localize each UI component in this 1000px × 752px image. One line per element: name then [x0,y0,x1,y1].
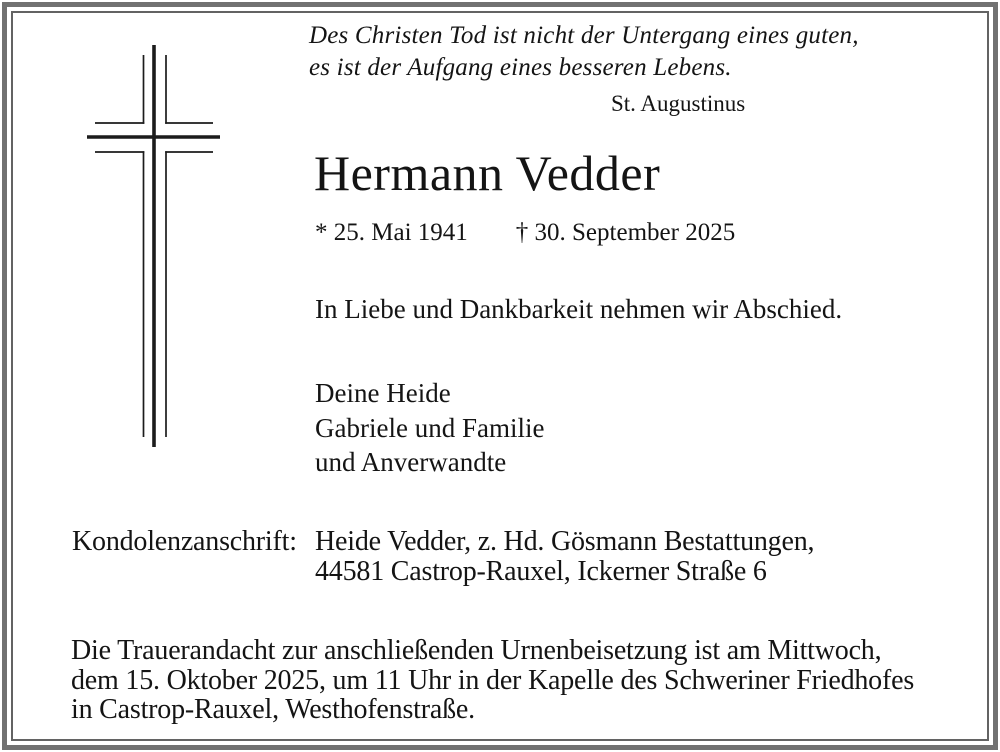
birth-date: * 25. Mai 1941 [315,219,468,246]
epigraph-line-1: Des Christen Tod ist nicht der Untergang eines guten, [309,22,859,49]
epigraph-attribution: St. Augustinus [611,91,746,116]
service-notice-line-3: in Castrop-Rauxel, Westhofenstraße. [71,694,475,725]
condolence-section [72,527,814,587]
death-date: † 30. September 2025 [515,219,736,246]
mourner-line: Gabriele und Familie [315,412,545,443]
cross-icon [84,42,224,452]
mourner-line: und Anverwandte [315,447,507,477]
epigraph [309,20,859,84]
service-notice [71,636,941,725]
epigraph-line-2: es ist der Aufgang eines besseren Lebens. [309,54,732,81]
condolence-address-line-1: Heide Vedder, z. Hd. Gösmann Bestattungen, [315,526,815,557]
condolence-label: Kondolenzanschrift: [72,526,297,557]
deceased-name: Hermann Vedder [314,145,661,201]
condolence-address-line-2: 44581 Castrop-Rauxel, Ickerner Straße 6 [315,556,767,587]
mourners-list [315,376,544,480]
service-notice-line-2: dem 15. Oktober 2025, um 11 Uhr in der Kapelle des Schweriner Friedhofes [71,664,915,696]
life-dates [315,219,735,247]
farewell-text: In Liebe und Dankbarkeit nehmen wir Abschied. [315,294,843,324]
service-notice-line-1: Die Trauerandacht zur anschließenden Urnenbeisetzung ist am Mittwoch, [71,635,882,666]
mourner-line: Deine Heide [315,378,451,408]
